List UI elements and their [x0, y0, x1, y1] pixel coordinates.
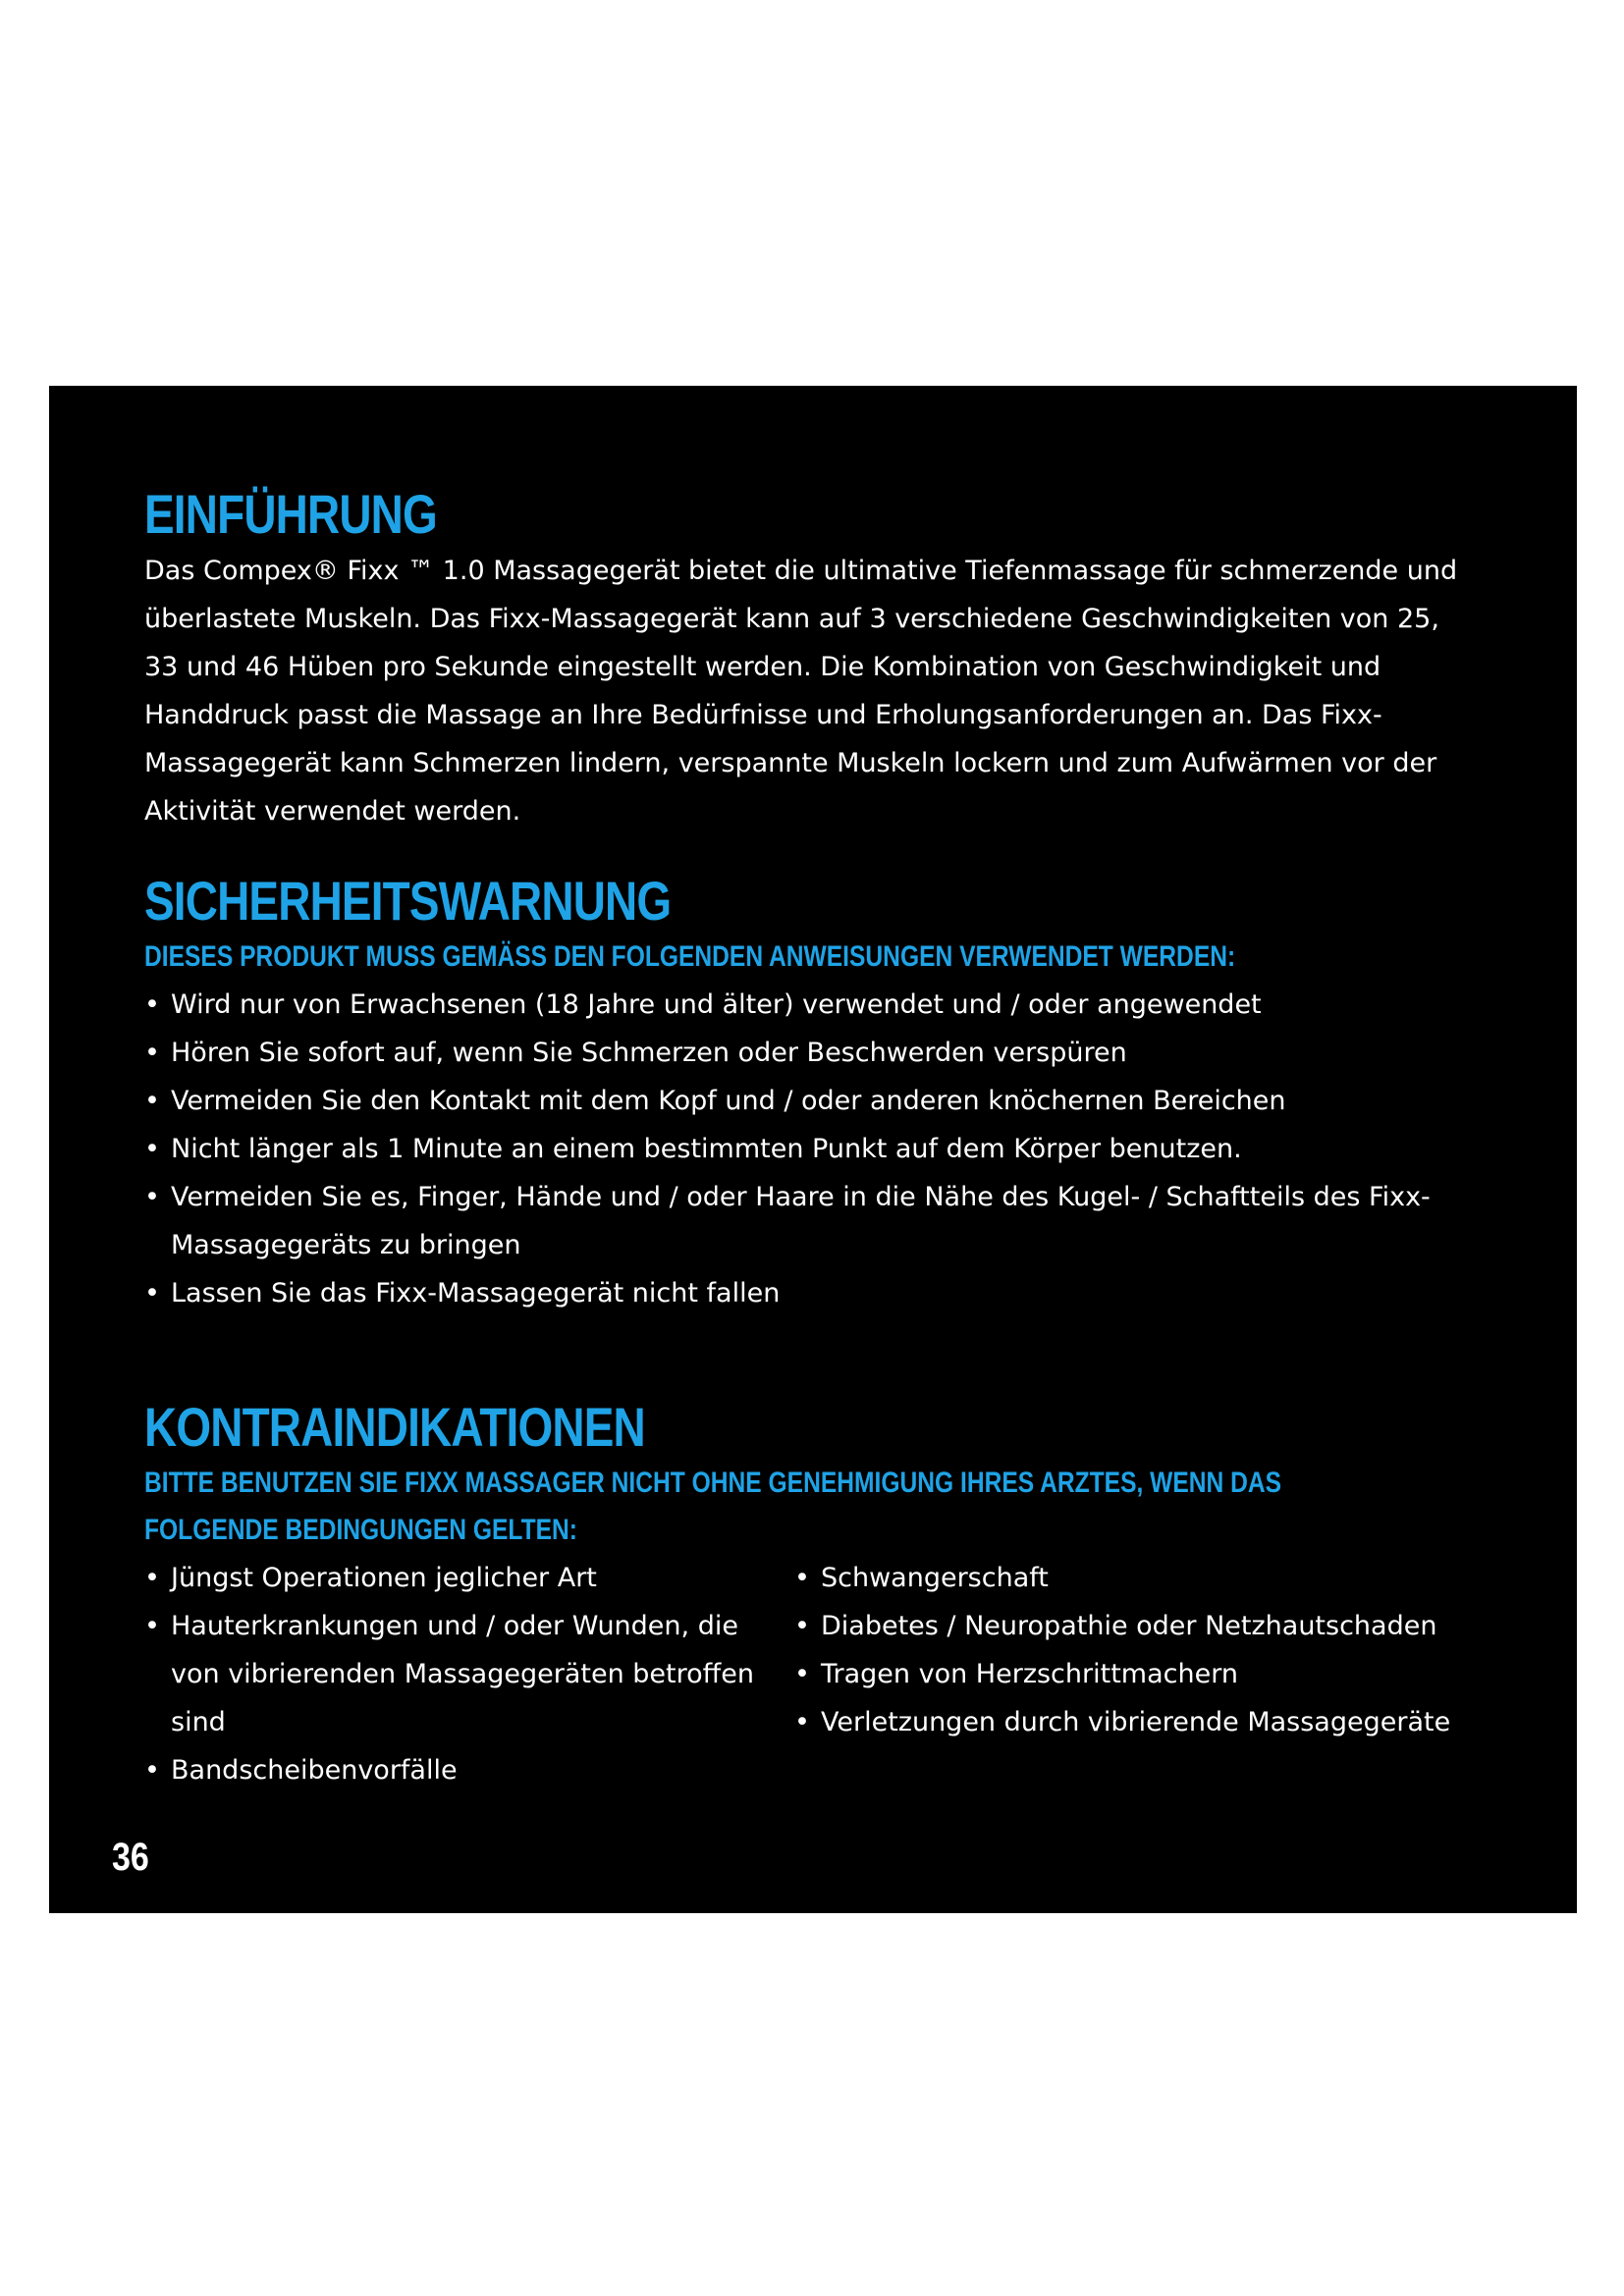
list-item: • Tragen von Herzschrittmachern	[794, 1650, 1541, 1698]
safety-heading: SICHERHEITSWARNUNG	[144, 870, 672, 932]
list-item: • Lassen Sie das Fixx-Massagegerät nicht fallen	[144, 1269, 1519, 1317]
content-panel	[49, 386, 1577, 1913]
list-item: • Verletzungen durch vibrierende Massagegeräte	[794, 1698, 1541, 1746]
contraindications-subheading-line1: BITTE BENUTZEN SIE FIXX MASSAGER NICHT OHNE GENEHMIGUNG IHRES ARZTES, WENN DAS	[144, 1467, 1282, 1499]
list-item: • Hauterkrankungen und / oder Wunden, die von vibrierenden Massagegeräten betroffen sind	[144, 1602, 773, 1746]
list-item: • Nicht länger als 1 Minute an einem bestimmten Punkt auf dem Körper benutzen.	[144, 1125, 1519, 1173]
intro-section	[144, 482, 1480, 835]
list-item: • Diabetes / Neuropathie oder Netzhautschaden	[794, 1602, 1541, 1650]
list-item: • Bandscheibenvorfälle	[144, 1746, 773, 1794]
safety-subheading: DIESES PRODUKT MUSS GEMÄSS DEN FOLGENDEN ANWEISUNGEN VERWENDET WERDEN:	[144, 940, 1236, 973]
contraindications-subheading-line2: FOLGENDE BEDINGUNGEN GELTEN:	[144, 1514, 577, 1546]
list-item: • Vermeiden Sie es, Finger, Hände und / oder Haare in die Nähe des Kugel- / Schaftteils des Fixx-Massagegeräts zu bringen	[144, 1173, 1519, 1269]
contraindications-left-list	[144, 1554, 773, 1794]
list-item: • Jüngst Operationen jeglicher Art	[144, 1554, 773, 1602]
list-item: • Vermeiden Sie den Kontakt mit dem Kopf und / oder anderen knöchernen Bereichen	[144, 1077, 1519, 1125]
list-item: • Wird nur von Erwachsenen (18 Jahre und älter) verwendet und / oder angewendet	[144, 981, 1519, 1029]
list-item: • Schwangerschaft	[794, 1554, 1541, 1602]
intro-heading: EINFÜHRUNG	[144, 483, 437, 545]
list-item: • Hören Sie sofort auf, wenn Sie Schmerzen oder Beschwerden verspüren	[144, 1029, 1519, 1077]
intro-paragraph: Das Compex® Fixx ™ 1.0 Massagegerät bietet die ultimative Tiefenmassage für schmerzende und überlastete Muskeln. Das Fixx-Massagegerät kann auf 3 verschiedene Geschwindigkeiten von 25, 33 und 46 Hüben pro Sekunde eingestellt werden. Die Kombination von Geschwindigkeit und Handdruck passt die Massage an Ihre Bedürfnisse und Erholungsanforderungen an. Das Fixx-Massagegerät kann Schmerzen lindern, verspannte Muskeln lockern und zum Aufwärmen vor der Aktivität verwendet werden.	[144, 556, 1458, 827]
contraindications-heading: KONTRAINDIKATIONEN	[144, 1396, 645, 1458]
safety-list	[144, 981, 1519, 1317]
safety-section	[144, 869, 1539, 1317]
contraindications-section	[144, 1395, 1539, 1786]
page-number: 36	[112, 1836, 149, 1879]
contraindications-right-list	[794, 1554, 1541, 1746]
